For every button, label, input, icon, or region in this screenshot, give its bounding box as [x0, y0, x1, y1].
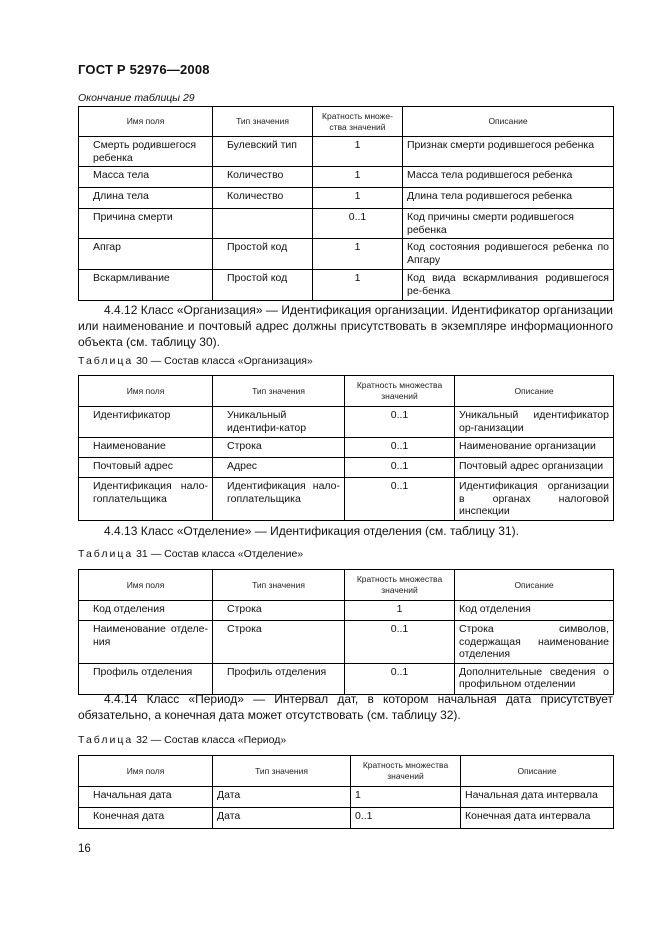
- table-32-caption: [78, 734, 286, 746]
- column-header-name: Имя поля: [79, 570, 213, 601]
- table-row: [79, 137, 614, 167]
- cell-name: Конечная дата: [79, 808, 213, 829]
- cell-type: Булевский тип: [213, 137, 313, 167]
- table-title: 30 — Состав класса «Организация»: [136, 355, 313, 367]
- paragraph-4-4-12: 4.4.12 Класс «Организация» — Идентификация организации. Идентификатор организации или наименование и почтовый адрес должны присутствовать в экземпляре информационного объекта (см. таблицу 30).: [78, 303, 613, 349]
- cell-name: Профиль отделения: [79, 663, 213, 694]
- table-header-row: [79, 756, 614, 787]
- cell-description: Код вида вскармливания родившегося ре-бенка: [403, 270, 614, 301]
- table-header-row: [79, 376, 614, 407]
- cell-name: Начальная дата: [79, 787, 213, 808]
- table-title: 31 — Состав класса «Отделение»: [136, 548, 304, 560]
- cell-name: Причина смерти: [79, 209, 213, 239]
- cell-multiplicity: 1: [313, 137, 403, 167]
- cell-multiplicity: 1: [351, 787, 461, 808]
- document-header: ГОСТ Р 52976—2008: [78, 62, 210, 77]
- column-header-multiplicity: Кратность множества значений: [351, 756, 461, 787]
- cell-multiplicity: 1: [345, 601, 455, 621]
- page-number: 16: [78, 843, 91, 855]
- column-header-type: Тип значения: [213, 376, 345, 407]
- cell-type: Простой код: [213, 270, 313, 301]
- cell-type: Количество: [213, 188, 313, 209]
- column-header-description: Описание: [403, 107, 614, 137]
- table-29-caption: Окончание таблицы 29: [78, 92, 195, 104]
- cell-type: Профиль отделения: [213, 663, 345, 694]
- column-header-type: Тип значения: [213, 107, 313, 137]
- cell-name: Апгар: [79, 239, 213, 270]
- table-29: [78, 106, 614, 301]
- cell-multiplicity: 0..1: [345, 478, 455, 521]
- table-row: [79, 808, 614, 829]
- cell-name: Наименование отделе-ния: [79, 621, 213, 664]
- cell-name: Идентификация нало-гоплательщика: [79, 478, 213, 521]
- cell-multiplicity: 0..1: [351, 808, 461, 829]
- cell-type: Дата: [213, 787, 351, 808]
- table-label: Таблица: [78, 548, 134, 560]
- table-label: Таблица: [78, 355, 134, 367]
- cell-multiplicity: 0..1: [345, 407, 455, 438]
- column-header-name: Имя поля: [79, 376, 213, 407]
- cell-multiplicity: 1: [313, 239, 403, 270]
- table-31: [78, 569, 614, 695]
- table-30-caption: [78, 355, 313, 367]
- cell-description: Дополнительные сведения о профильном отделении: [455, 663, 614, 694]
- table-row: [79, 209, 614, 239]
- table-row: [79, 601, 614, 621]
- cell-name: Смерть родившегося ребенка: [79, 137, 213, 167]
- column-header-description: Описание: [461, 756, 614, 787]
- cell-type: [213, 209, 313, 239]
- cell-name: Наименование: [79, 438, 213, 458]
- column-header-description: Описание: [455, 570, 614, 601]
- column-header-multiplicity: Кратность множества значений: [345, 570, 455, 601]
- table-header-row: [79, 570, 614, 601]
- column-header-multiplicity: Кратность множества значений: [345, 376, 455, 407]
- cell-multiplicity: 0..1: [345, 438, 455, 458]
- table-label: Таблица: [78, 734, 134, 746]
- table-row: [79, 438, 614, 458]
- paragraph-4-4-14: 4.4.14 Класс «Период» — Интервал дат, в котором начальная дата присутствует обязательно, а конечная дата может отсутствовать (см. таблицу 32).: [78, 692, 613, 722]
- cell-description: Код причины смерти родившегося ребенка: [403, 209, 614, 239]
- cell-type: Строка: [213, 438, 345, 458]
- table-header-row: [79, 107, 614, 137]
- cell-name: Вскармливание: [79, 270, 213, 301]
- cell-multiplicity: 0..1: [313, 209, 403, 239]
- table-row: [79, 787, 614, 808]
- column-header-name: Имя поля: [79, 756, 213, 787]
- cell-description: Наименование организации: [455, 438, 614, 458]
- cell-type: Дата: [213, 808, 351, 829]
- cell-type: Адрес: [213, 458, 345, 478]
- cell-description: Идентификация организации в органах налоговой инспекции: [455, 478, 614, 521]
- cell-type: Строка: [213, 601, 345, 621]
- table-31-caption: [78, 548, 303, 560]
- cell-name: Длина тела: [79, 188, 213, 209]
- cell-name: Масса тела: [79, 167, 213, 188]
- cell-description: Начальная дата интервала: [461, 787, 614, 808]
- table-row: [79, 167, 614, 188]
- cell-description: Код состояния родившегося ребенка по Апгару: [403, 239, 614, 270]
- cell-description: Масса тела родившегося ребенка: [403, 167, 614, 188]
- cell-name: Идентификатор: [79, 407, 213, 438]
- cell-type: Уникальный идентифи-катор: [213, 407, 345, 438]
- cell-multiplicity: 0..1: [345, 458, 455, 478]
- table-row: [79, 188, 614, 209]
- cell-type: Идентификация нало-гоплательщика: [213, 478, 345, 521]
- table-30: [78, 375, 614, 521]
- cell-type: Количество: [213, 167, 313, 188]
- cell-multiplicity: 1: [313, 270, 403, 301]
- column-header-name: Имя поля: [79, 107, 213, 137]
- column-header-type: Тип значения: [213, 570, 345, 601]
- cell-multiplicity: 0..1: [345, 663, 455, 694]
- table-32: [78, 755, 614, 829]
- table-row: [79, 478, 614, 521]
- cell-type: Простой код: [213, 239, 313, 270]
- cell-description: Конечная дата интервала: [461, 808, 614, 829]
- cell-multiplicity: 0..1: [345, 621, 455, 664]
- table-row: [79, 239, 614, 270]
- cell-name: Почтовый адрес: [79, 458, 213, 478]
- cell-description: Строка символов, содержащая наименование отделения: [455, 621, 614, 664]
- cell-description: Признак смерти родившегося ребенка: [403, 137, 614, 167]
- table-row: [79, 407, 614, 438]
- cell-name: Код отделения: [79, 601, 213, 621]
- paragraph-4-4-13: 4.4.13 Класс «Отделение» — Идентификация отделения (см. таблицу 31).: [104, 524, 519, 538]
- column-header-type: Тип значения: [213, 756, 351, 787]
- cell-description: Почтовый адрес организации: [455, 458, 614, 478]
- table-row: [79, 621, 614, 664]
- table-row: [79, 458, 614, 478]
- cell-description: Код отделения: [455, 601, 614, 621]
- cell-multiplicity: 1: [313, 167, 403, 188]
- cell-description: Длина тела родившегося ребенка: [403, 188, 614, 209]
- table-title: 32 — Состав класса «Период»: [136, 734, 287, 746]
- cell-description: Уникальный идентификатор ор-ганизации: [455, 407, 614, 438]
- table-row: [79, 270, 614, 301]
- cell-multiplicity: 1: [313, 188, 403, 209]
- column-header-multiplicity: Кратность множе-ства значений: [313, 107, 403, 137]
- column-header-description: Описание: [455, 376, 614, 407]
- table-row: [79, 663, 614, 694]
- cell-type: Строка: [213, 621, 345, 664]
